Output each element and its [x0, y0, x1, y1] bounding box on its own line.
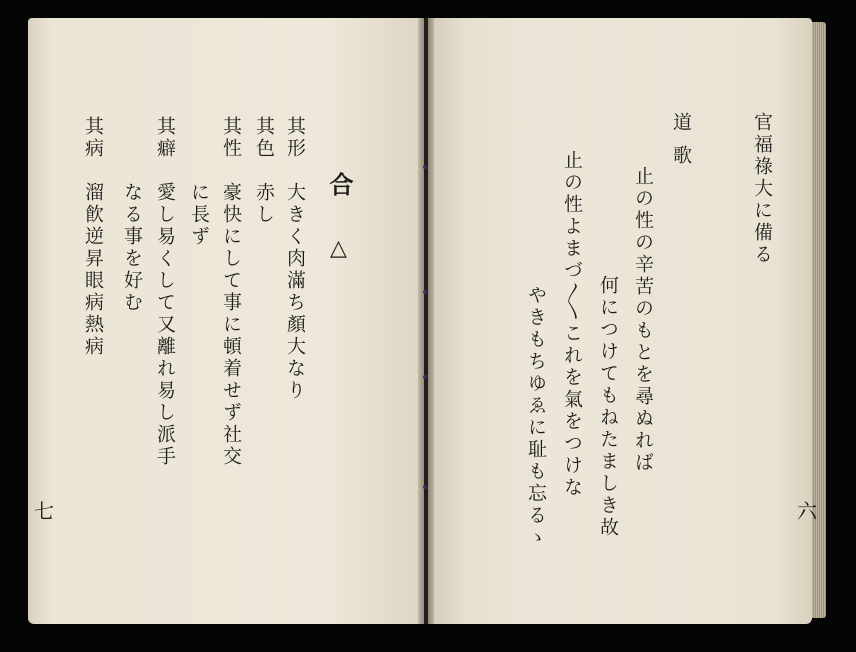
right-page	[428, 18, 812, 624]
page-number-left: 七	[34, 499, 54, 523]
left-column-3: 其性 豪快にして事に頓着せず社交	[220, 116, 242, 468]
left-column-7: 其病 溜飮逆昇眼病熱病	[82, 116, 104, 358]
binding-stitch	[423, 375, 427, 379]
left-column-1: 其形 大きく肉滿ち顏大なり	[284, 116, 306, 402]
book-gutter	[418, 18, 434, 624]
page-number-right: 六	[797, 499, 817, 523]
right-column-4: 何につけてもねたましき故	[597, 275, 619, 539]
binding-stitch	[423, 165, 427, 169]
right-column-2: 道歌	[670, 112, 692, 178]
left-column-6: なる事を好む	[121, 116, 143, 314]
left-column-2: 其色 赤し	[253, 116, 275, 226]
binding-stitch	[423, 485, 427, 489]
page-edges	[812, 22, 826, 618]
heading-character: 合	[325, 172, 354, 199]
right-column-3: 止の性の辛苦のもとを尋ぬれば	[632, 166, 654, 474]
binding-stitch	[423, 290, 427, 294]
right-column-5: 止の性よまづ〳〵これを氣をつけな	[561, 150, 583, 499]
right-column-1: 官福祿大に備る	[751, 112, 773, 266]
left-column-5: 其癖 愛し易くして又離れ易し派手	[154, 116, 176, 468]
left-column-4: に長ず	[188, 116, 210, 248]
right-column-6: やきもちゆゑに耻も忘るゝ	[525, 285, 547, 549]
triangle-mark: △	[326, 236, 351, 264]
